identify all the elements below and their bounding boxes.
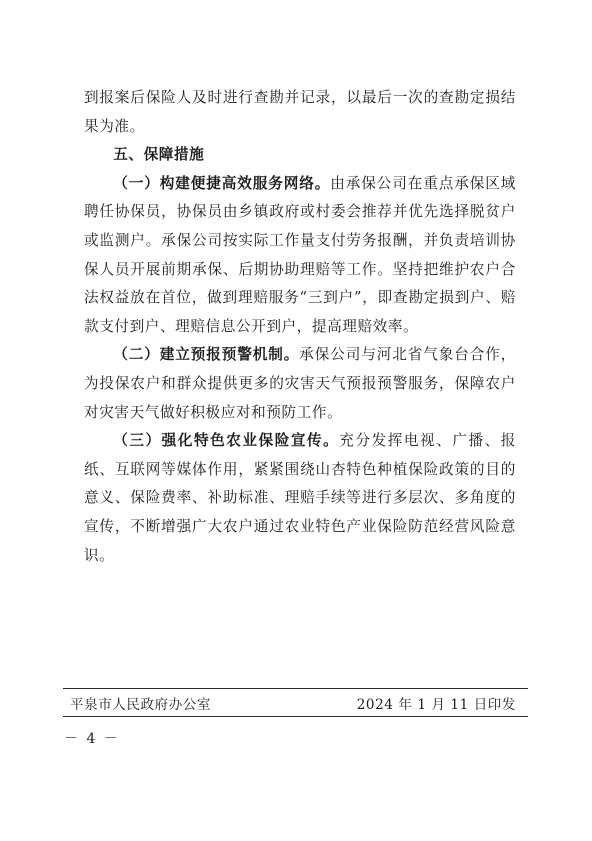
- measure-title-2: （二）建立预报预警机制。: [113, 346, 300, 364]
- document-body: [84, 84, 516, 570]
- measure-paragraph-1: [84, 170, 516, 342]
- measure-title-3: （三）强化特色农业保险宣传。: [113, 432, 340, 450]
- measure-paragraph-2: [84, 341, 516, 427]
- footer-bottom-rule: [63, 716, 528, 717]
- measure-text-2: 承保公司与河北省气象台合作，为投保农户和群众提供更多的灾害天气预报预警服务，保障农户对灾害天气做好积极应对和预防工作。: [84, 346, 517, 421]
- footer-issuer: 平泉市人民政府办公室: [70, 697, 211, 713]
- footer-top-rule: [63, 688, 528, 689]
- footer-print-date: 2024 年 1 月 11 日印发: [356, 697, 516, 713]
- section-heading: 五、保障措施: [113, 146, 205, 164]
- page-number: － 4 －: [64, 731, 120, 747]
- measure-text-3: 充分发挥电视、广播、报纸、互联网等媒体作用，紧紧围绕山杏特色种植保险政策的目的意义、保险费率、补助标准、理赔手续等进行多层次、多角度的宣传，不断增强广大农户通过农业特色产业保险防范经营风险意识。: [84, 432, 516, 564]
- measure-text-1: 由承保公司在重点承保区域聘任协保员，协保员由乡镇政府或村委会推荐并优先选择脱贫户或监测户。承保公司按实际工作量支付劳务报酬，并负责培训协保人员开展前期承保、后期协助理赔等工作。坚持把维护农户合法权益放在首位，做到理赔服务“三到户”，即查勘定损到户、赔款支付到户、理赔信息公开到户，提高理赔效率。: [84, 174, 516, 335]
- measure-title-1: （一）构建便捷高效服务网络。: [113, 174, 331, 192]
- continuation-paragraph: 到报案后保险人及时进行查勘并记录，以最后一次的查勘定损结果为准。: [84, 89, 516, 135]
- measure-paragraph-3: [84, 427, 516, 570]
